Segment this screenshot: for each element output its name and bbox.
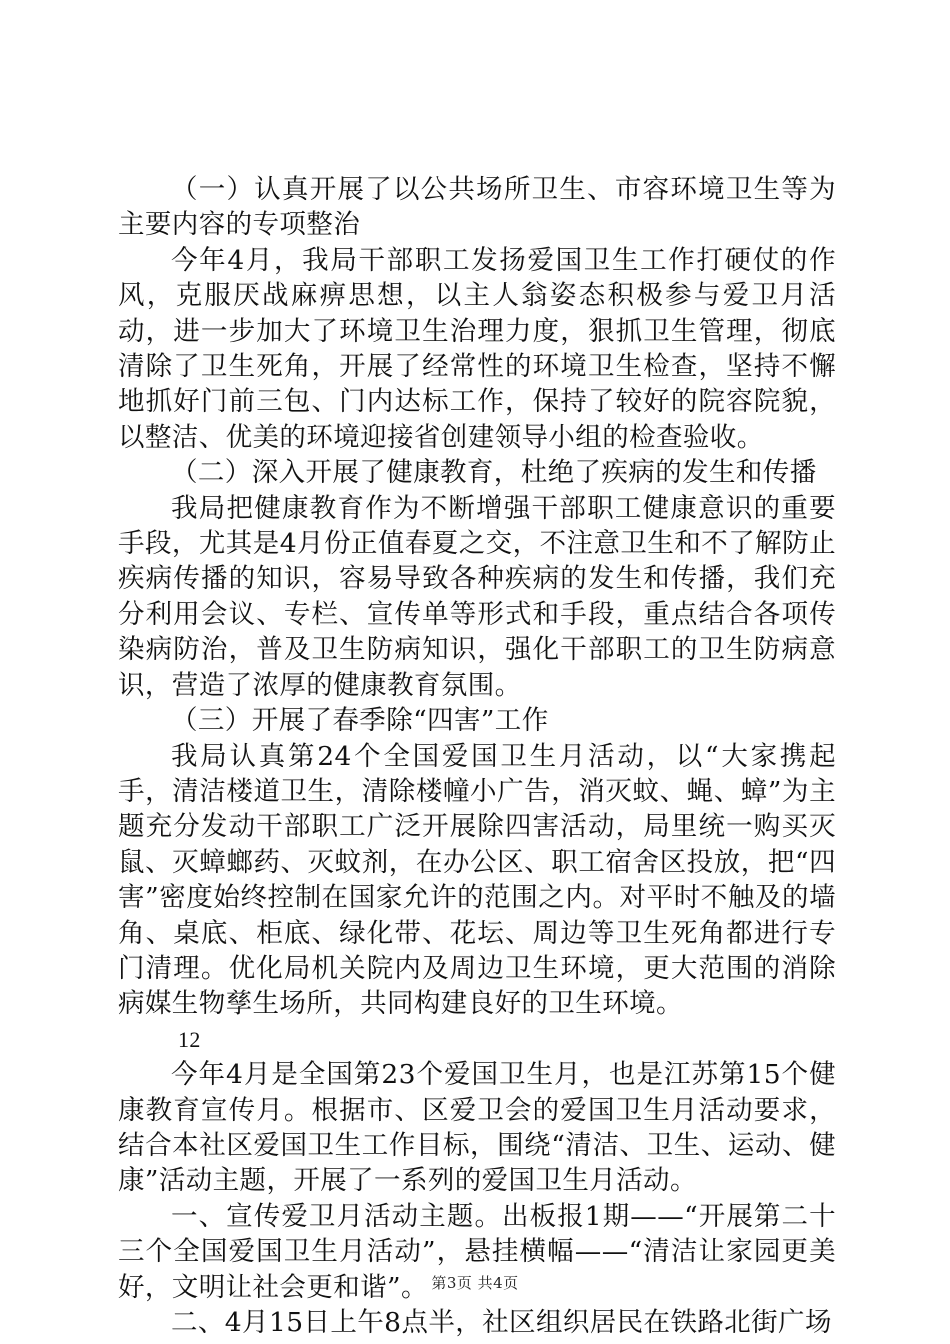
section-heading-3: （三）开展了春季除“四害”工作 (171, 705, 549, 737)
body-paragraph: 今年4月是全国第23个爱国卫生月，也是江苏第15个健康教育宣传月。根据市、区爱卫会的爱国卫生月活动要求，结合本社区爱国卫生工作目标，围绕“清洁、卫生、运动、健康”活动主题，开展了一系列的爱国卫生月活动。 (118, 1059, 836, 1197)
page-footer: 第3页 共4页 (431, 1274, 519, 1292)
section-heading-2: （二）深入开展了健康教育，杜绝了疾病的发生和传播 (171, 457, 817, 489)
body-paragraph: 二、4月15日上午8点半，社区组织居民在铁路北街广场 (171, 1307, 832, 1338)
body-paragraph: 我局认真第24个全国爱国卫生月活动，以“大家携起手，清洁楼道卫生，清除楼幢小广告，消灭蚊、蝇、蟑”为主题充分发动干部职工广泛开展除四害活动，局里统一购买灭鼠、灭蟑螂药、灭蚊剂，在办公区、职工宿舍区投放，把“四害”密度始终控制在国家允许的范围之内。对平时不触及的墙角、桌底、柜底、绿化带、花坛、周边等卫生死角都进行专门清理。优化局机关院内及周边卫生环境，更大范围的消除病媒生物孳生场所，共同构建良好的卫生环境。 (118, 740, 836, 1020)
body-paragraph: 今年4月，我局干部职工发扬爱国卫生工作打硬仗的作风，克服厌战麻痹思想，以主人翁姿态积极参与爱卫月活动，进一步加大了环境卫生治理力度，狠抓卫生管理，彻底清除了卫生死角，开展了经常性的环境卫生检查，坚持不懈地抓好门前三包、门内达标工作，保持了较好的院容院貌，以整洁、优美的环境迎接省创建领导小组的检查验收。 (118, 244, 836, 453)
section-number: 12 (178, 1026, 201, 1052)
body-paragraph: 一、宣传爱卫月活动主题。出板报1期——“开展第二十三个全国爱国卫生月活动”，悬挂横幅——“清洁让家园更美好，文明让社会更和谐”。 (118, 1200, 836, 1303)
section-heading-1: （一）认真开展了以公共场所卫生、市容环境卫生等为主要内容的专项整治 (118, 174, 836, 241)
body-paragraph: 我局把健康教育作为不断增强干部职工健康意识的重要手段，尤其是4月份正值春夏之交，不注意卫生和不了解防止疾病传播的知识，容易导致各种疾病的发生和传播，我们充分利用会议、专栏、宣传单等形式和手段，重点结合各项传染病防治，普及卫生防病知识，强化干部职工的卫生防病意识，营造了浓厚的健康教育氛围。 (118, 492, 836, 701)
document-body (118, 172, 836, 1340)
